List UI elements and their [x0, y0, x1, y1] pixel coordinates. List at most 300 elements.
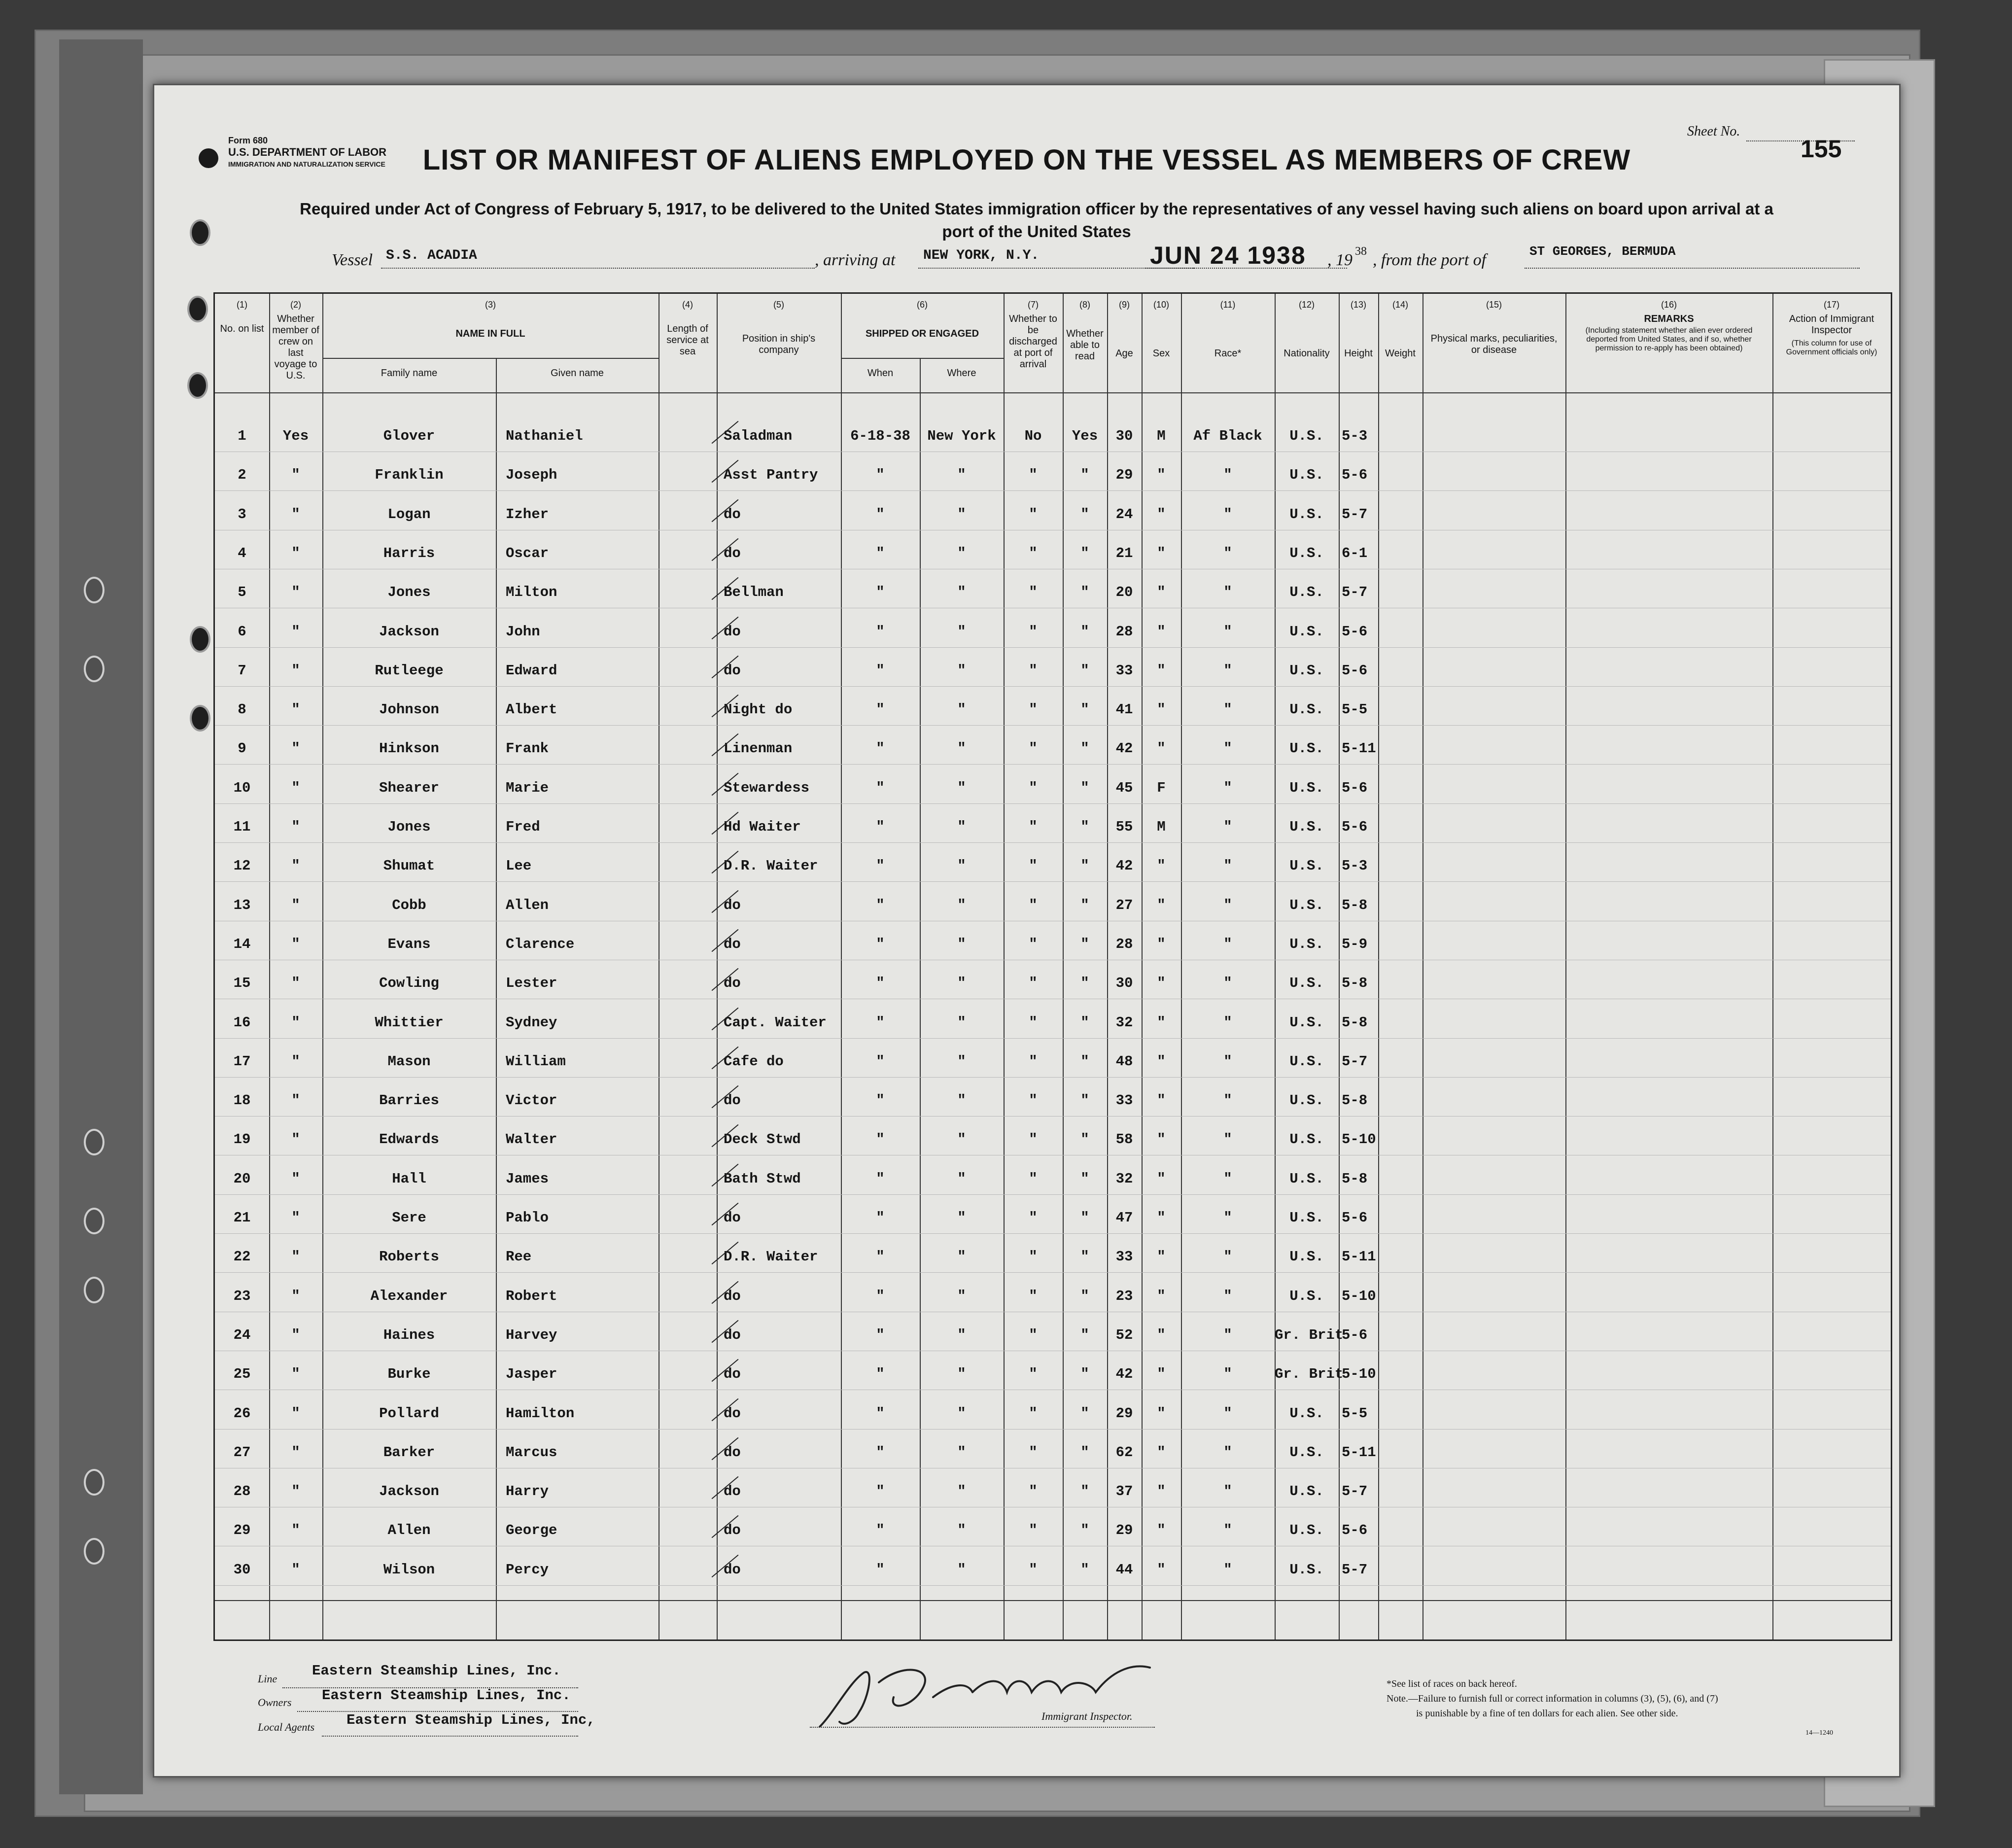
- table-row: [215, 1081, 1891, 1120]
- cell-where: ": [957, 1092, 966, 1109]
- cell-height: 5-7: [1342, 584, 1368, 601]
- table-row: [215, 1433, 1891, 1472]
- cell-height: 5-10: [1342, 1131, 1376, 1148]
- cell-race: ": [1223, 1561, 1232, 1578]
- cell-last: ": [291, 1014, 300, 1031]
- cell-race: ": [1223, 1405, 1232, 1422]
- agents-value: Eastern Steamship Lines, Inc,: [347, 1712, 595, 1728]
- cell-where: ": [957, 1405, 966, 1422]
- header-inspector-action: Action of Immigrant Inspector: [1789, 314, 1874, 336]
- cell-when: ": [876, 467, 885, 484]
- cell-where: ": [957, 545, 966, 561]
- cell-race: ": [1223, 740, 1232, 757]
- inspector-underline: [810, 1727, 1155, 1728]
- col-num: (17): [1823, 300, 1839, 310]
- cell-race: ": [1223, 1210, 1232, 1226]
- cell-sex: ": [1157, 545, 1166, 561]
- header-remarks-note: (Including statement whether alien ever ordered deported from United States, and if so, whether permission to re-apply has been obtained): [1585, 326, 1753, 352]
- cell-read: ": [1080, 1522, 1089, 1539]
- cell-family: Rutleege: [375, 662, 444, 679]
- table-row: [215, 1004, 1891, 1042]
- cell-no: 21: [233, 1210, 251, 1226]
- binder-hole-icon: [84, 1469, 104, 1496]
- header-position: Position in ship's company: [742, 333, 816, 355]
- cell-read: ": [1080, 1170, 1089, 1187]
- cell-disch: ": [1029, 1405, 1038, 1422]
- cell-disch: ": [1029, 1053, 1038, 1070]
- cell-no: 5: [238, 584, 246, 601]
- cell-last: ": [291, 819, 300, 835]
- cell-family: Jackson: [379, 623, 439, 640]
- cell-given: Harvey: [506, 1326, 557, 1343]
- cell-when: ": [876, 584, 885, 601]
- cell-no: 19: [233, 1131, 251, 1148]
- cell-height: 5-6: [1342, 662, 1368, 679]
- cell-sex: F: [1157, 779, 1166, 796]
- cell-nat: U.S.: [1289, 662, 1324, 679]
- cell-height: 5-6: [1342, 623, 1368, 640]
- row-rule: [215, 647, 1891, 648]
- cell-position: do: [724, 1444, 741, 1461]
- cell-position: Linenman: [724, 740, 793, 757]
- service-name: IMMIGRATION AND NATURALIZATION SERVICE: [228, 160, 385, 168]
- penalty-note-cont: is punishable by a fine of ten dollars for each alien. See other side.: [1416, 1708, 1678, 1719]
- cell-read: ": [1080, 1366, 1089, 1383]
- cell-age: 20: [1115, 584, 1133, 601]
- cell-read: ": [1080, 662, 1089, 679]
- cell-where: ": [957, 1014, 966, 1031]
- table-row: [215, 1199, 1891, 1237]
- cell-where: ": [957, 1561, 966, 1578]
- cell-position: do: [724, 662, 741, 679]
- cell-family: Harris: [383, 545, 435, 561]
- cell-sex: ": [1157, 467, 1166, 484]
- cell-when: ": [876, 1561, 885, 1578]
- cell-race: ": [1223, 1014, 1232, 1031]
- cell-last: ": [291, 467, 300, 484]
- cell-race: ": [1223, 1366, 1232, 1383]
- cell-where: ": [957, 1366, 966, 1383]
- owners-label: Owners: [258, 1696, 292, 1709]
- cell-race: ": [1223, 506, 1232, 523]
- cell-sex: ": [1157, 701, 1166, 718]
- cell-race: ": [1223, 701, 1232, 718]
- cell-where: ": [957, 584, 966, 601]
- cell-position: D.R. Waiter: [724, 858, 818, 874]
- binder-hole-icon: [187, 372, 208, 399]
- cell-given: Joseph: [506, 467, 557, 484]
- cell-sex: ": [1157, 1522, 1166, 1539]
- cell-given: William: [506, 1053, 566, 1070]
- cell-height: 5-6: [1342, 779, 1368, 796]
- cell-disch: ": [1029, 1366, 1038, 1383]
- table-row: [215, 495, 1891, 534]
- form-number: Form 680: [228, 136, 268, 145]
- cell-age: 29: [1115, 1522, 1133, 1539]
- cell-height: 6-1: [1342, 545, 1368, 561]
- cell-nat: U.S.: [1289, 740, 1324, 757]
- cell-when: ": [876, 936, 885, 952]
- date-stamp: JUN 24 1938: [1150, 242, 1306, 269]
- cell-sex: ": [1157, 975, 1166, 992]
- table-row: [215, 573, 1891, 612]
- cell-disch: ": [1029, 1249, 1038, 1265]
- cell-read: ": [1080, 1483, 1089, 1500]
- cell-when: ": [876, 623, 885, 640]
- cell-height: 5-6: [1342, 1326, 1368, 1343]
- cell-sex: ": [1157, 1483, 1166, 1500]
- cell-age: 30: [1115, 975, 1133, 992]
- cell-family: Franklin: [375, 467, 444, 484]
- cell-height: 5-7: [1342, 1053, 1368, 1070]
- col-num: (14): [1392, 300, 1408, 310]
- cell-nat: U.S.: [1289, 1170, 1324, 1187]
- cell-age: 27: [1115, 897, 1133, 913]
- cell-race: ": [1223, 1483, 1232, 1500]
- table-row: [215, 534, 1891, 573]
- cell-when: ": [876, 1483, 885, 1500]
- cell-where: ": [957, 1483, 966, 1500]
- row-rule: [215, 490, 1891, 491]
- year-label: , 19: [1327, 251, 1353, 269]
- cell-height: 5-8: [1342, 897, 1368, 913]
- cell-last: ": [291, 1522, 300, 1539]
- cell-height: 5-11: [1342, 1444, 1376, 1461]
- cell-nat: U.S.: [1289, 1405, 1324, 1422]
- sheet-number-label: Sheet No.: [1687, 124, 1740, 139]
- cell-last: ": [291, 975, 300, 992]
- cell-read: ": [1080, 897, 1089, 913]
- cell-when: ": [876, 858, 885, 874]
- cell-no: 11: [233, 819, 251, 835]
- cell-disch: ": [1029, 1092, 1038, 1109]
- row-rule: [215, 686, 1891, 687]
- cell-disch: ": [1029, 467, 1038, 484]
- cell-given: Nathaniel: [506, 428, 583, 444]
- cell-where: ": [957, 740, 966, 757]
- col-num: (3): [485, 300, 496, 310]
- row-rule: [215, 1272, 1891, 1273]
- cell-sex: M: [1157, 428, 1166, 444]
- cell-position: Bellman: [724, 584, 784, 601]
- cell-no: 14: [233, 936, 251, 952]
- cell-sex: ": [1157, 1053, 1166, 1070]
- cell-where: ": [957, 467, 966, 484]
- cell-when: ": [876, 1131, 885, 1148]
- cell-position: do: [724, 975, 741, 992]
- cell-where: ": [957, 1053, 966, 1070]
- cell-position: Night do: [724, 701, 793, 718]
- cell-where: ": [957, 1522, 966, 1539]
- cell-disch: ": [1029, 662, 1038, 679]
- cell-disch: ": [1029, 779, 1038, 796]
- cell-last: ": [291, 1326, 300, 1343]
- cell-given: Marie: [506, 779, 549, 796]
- cell-family: Jones: [387, 819, 431, 835]
- cell-read: ": [1080, 740, 1089, 757]
- cell-height: 5-9: [1342, 936, 1368, 952]
- cell-race: ": [1223, 1053, 1232, 1070]
- cell-nat: U.S.: [1289, 1561, 1324, 1578]
- cell-given: Frank: [506, 740, 549, 757]
- cell-last: ": [291, 1561, 300, 1578]
- cell-race: ": [1223, 467, 1232, 484]
- vessel-name: S.S. ACADIA: [386, 248, 477, 263]
- cell-given: Pablo: [506, 1210, 549, 1226]
- cell-age: 23: [1115, 1288, 1133, 1304]
- cell-given: John: [506, 623, 540, 640]
- table-row: [215, 769, 1891, 807]
- cell-when: ": [876, 1053, 885, 1070]
- cell-race: ": [1223, 662, 1232, 679]
- agents-underline: [322, 1736, 578, 1737]
- cell-given: Oscar: [506, 545, 549, 561]
- cell-position: do: [724, 1326, 741, 1343]
- cell-where: ": [957, 1210, 966, 1226]
- cell-given: Ree: [506, 1249, 532, 1265]
- cell-position: do: [724, 623, 741, 640]
- cell-race: ": [1223, 819, 1232, 835]
- cell-height: 5-6: [1342, 1210, 1368, 1226]
- cell-read: ": [1080, 936, 1089, 952]
- row-rule: [215, 1585, 1891, 1586]
- cell-position: do: [724, 1405, 741, 1422]
- cell-nat: U.S.: [1289, 584, 1324, 601]
- cell-nat: U.S.: [1289, 545, 1324, 561]
- cell-given: James: [506, 1170, 549, 1187]
- cell-height: 5-3: [1342, 858, 1368, 874]
- cell-given: Lee: [506, 858, 532, 874]
- cell-age: 32: [1115, 1014, 1133, 1031]
- cell-sex: ": [1157, 1170, 1166, 1187]
- form-code: 14—1240: [1805, 1729, 1833, 1737]
- cell-age: 24: [1115, 506, 1133, 523]
- cell-sex: ": [1157, 897, 1166, 913]
- cell-no: 9: [238, 740, 246, 757]
- cell-when: ": [876, 1405, 885, 1422]
- year-value: 38: [1355, 245, 1367, 258]
- cell-nat: U.S.: [1289, 1522, 1324, 1539]
- cell-race: ": [1223, 1131, 1232, 1148]
- cell-family: Jackson: [379, 1483, 439, 1500]
- cell-no: 26: [233, 1405, 251, 1422]
- cell-read: ": [1080, 1561, 1089, 1578]
- cell-disch: ": [1029, 740, 1038, 757]
- cell-sex: ": [1157, 1366, 1166, 1383]
- cell-nat: U.S.: [1289, 819, 1324, 835]
- cell-position: Deck Stwd: [724, 1131, 801, 1148]
- header-when: When: [867, 368, 894, 379]
- cell-read: ": [1080, 779, 1089, 796]
- cell-sex: ": [1157, 1405, 1166, 1422]
- page-title: LIST OR MANIFEST OF ALIENS EMPLOYED ON THE VESSEL AS MEMBERS OF CREW: [422, 144, 1631, 176]
- col-num: (5): [773, 300, 784, 310]
- cell-height: 5-5: [1342, 701, 1368, 718]
- cell-disch: ": [1029, 1522, 1038, 1539]
- binder-hole-icon: [190, 705, 210, 732]
- arrival-port: NEW YORK, N.Y.: [923, 248, 1040, 263]
- cell-disch: ": [1029, 623, 1038, 640]
- cell-height: 5-7: [1342, 1561, 1368, 1578]
- crew-table: [213, 292, 1892, 1641]
- cell-family: Wilson: [383, 1561, 435, 1578]
- header-no-on-list: No. on list: [220, 323, 264, 334]
- cell-disch: ": [1029, 936, 1038, 952]
- cell-given: Robert: [506, 1288, 557, 1304]
- cell-where: ": [957, 506, 966, 523]
- cell-when: 6-18-38: [850, 428, 910, 444]
- header-weight: Weight: [1385, 348, 1416, 359]
- cell-no: 24: [233, 1326, 251, 1343]
- races-note: *See list of races on back hereof.: [1387, 1678, 1517, 1689]
- table-row: [215, 1316, 1891, 1355]
- owners-value: Eastern Steamship Lines, Inc.: [322, 1687, 571, 1704]
- cell-age: 42: [1115, 1366, 1133, 1383]
- cell-read: ": [1080, 1326, 1089, 1343]
- cell-no: 10: [233, 779, 251, 796]
- binder-hole-icon: [187, 296, 208, 322]
- cell-age: 47: [1115, 1210, 1133, 1226]
- cell-nat: U.S.: [1289, 1444, 1324, 1461]
- col-num: (7): [1028, 300, 1039, 310]
- cell-nat: U.S.: [1289, 701, 1324, 718]
- col-num: (12): [1298, 300, 1315, 310]
- cell-position: Capt. Waiter: [724, 1014, 827, 1031]
- cell-age: 44: [1115, 1561, 1133, 1578]
- cell-nat: U.S.: [1289, 1131, 1324, 1148]
- cell-family: Haines: [383, 1326, 435, 1343]
- cell-no: 23: [233, 1288, 251, 1304]
- row-rule: [215, 1038, 1891, 1039]
- cell-family: Edwards: [379, 1131, 439, 1148]
- col-num: (8): [1079, 300, 1090, 310]
- cell-race: ": [1223, 1170, 1232, 1187]
- cell-position: do: [724, 1483, 741, 1500]
- table-row: [215, 1511, 1891, 1550]
- cell-age: 45: [1115, 779, 1133, 796]
- cell-race: ": [1223, 584, 1232, 601]
- table-row: [215, 652, 1891, 690]
- cell-family: Sere: [392, 1210, 426, 1226]
- table-row: [215, 1395, 1891, 1433]
- cell-nat: U.S.: [1289, 858, 1324, 874]
- cell-age: 48: [1115, 1053, 1133, 1070]
- cell-age: 41: [1115, 701, 1133, 718]
- cell-when: ": [876, 897, 885, 913]
- cell-when: ": [876, 1522, 885, 1539]
- cell-no: 27: [233, 1444, 251, 1461]
- cell-family: Evans: [387, 936, 431, 952]
- cell-last: ": [291, 1210, 300, 1226]
- cell-no: 15: [233, 975, 251, 992]
- cell-family: Whittier: [375, 1014, 444, 1031]
- cell-when: ": [876, 975, 885, 992]
- cell-last: ": [291, 740, 300, 757]
- cell-last: ": [291, 1131, 300, 1148]
- cell-no: 3: [238, 506, 246, 523]
- cell-family: Glover: [383, 428, 435, 444]
- from-label: , from the port of: [1373, 251, 1487, 269]
- date-underline: [1145, 248, 1347, 269]
- cell-no: 28: [233, 1483, 251, 1500]
- cell-family: Mason: [387, 1053, 431, 1070]
- cell-disch: ": [1029, 1561, 1038, 1578]
- cell-family: Barker: [383, 1444, 435, 1461]
- cell-last: ": [291, 545, 300, 561]
- cell-read: ": [1080, 545, 1089, 561]
- cell-where: ": [957, 662, 966, 679]
- cell-read: ": [1080, 1053, 1089, 1070]
- cell-given: Fred: [506, 819, 540, 835]
- cell-sex: ": [1157, 623, 1166, 640]
- cell-disch: ": [1029, 1288, 1038, 1304]
- cell-read: ": [1080, 1131, 1089, 1148]
- cell-nat: U.S.: [1289, 623, 1324, 640]
- cell-sex: ": [1157, 1326, 1166, 1343]
- cell-height: 5-3: [1342, 428, 1368, 444]
- cell-no: 30: [233, 1561, 251, 1578]
- table-row: [215, 1277, 1891, 1316]
- cell-nat: U.S.: [1289, 936, 1324, 952]
- cell-family: Alexander: [370, 1288, 448, 1304]
- cell-disch: ": [1029, 897, 1038, 913]
- cell-race: Af Black: [1193, 428, 1262, 444]
- cell-race: ": [1223, 1326, 1232, 1343]
- cell-disch: ": [1029, 1014, 1038, 1031]
- cell-no: 13: [233, 897, 251, 913]
- header-name-in-full: NAME IN FULL: [455, 328, 525, 339]
- cell-family: Barries: [379, 1092, 439, 1109]
- cell-position: Hd Waiter: [724, 819, 801, 835]
- header-remarks: REMARKS: [1644, 314, 1694, 324]
- cell-age: 30: [1115, 428, 1133, 444]
- col-num: (10): [1153, 300, 1169, 310]
- cell-age: 55: [1115, 819, 1133, 835]
- cell-sex: ": [1157, 1444, 1166, 1461]
- cell-read: ": [1080, 858, 1089, 874]
- col-num: (13): [1350, 300, 1366, 310]
- binder-hole-icon: [84, 1129, 104, 1155]
- cell-race: ": [1223, 1092, 1232, 1109]
- cell-where: ": [957, 975, 966, 992]
- cell-last: ": [291, 701, 300, 718]
- subtitle-line: Required under Act of Congress of February 5, 1917, to be delivered to the United States immigration officer by the representatives of any vessel having such aliens on board upon arrival at a: [300, 200, 1773, 218]
- cell-last: Yes: [282, 428, 309, 444]
- cell-read: ": [1080, 584, 1089, 601]
- header-physical-marks: Physical marks, peculiarities, or disease: [1430, 333, 1558, 355]
- row-rule: [215, 1429, 1891, 1430]
- table-row: [215, 964, 1891, 1003]
- cell-nat: U.S.: [1289, 975, 1324, 992]
- header-age: Age: [1115, 348, 1133, 359]
- inspector-label: Immigrant Inspector.: [1041, 1710, 1133, 1722]
- col-num: (9): [1119, 300, 1130, 310]
- cell-disch: ": [1029, 506, 1038, 523]
- cell-last: ": [291, 1288, 300, 1304]
- binder-hole-icon: [84, 577, 104, 603]
- cell-family: Burke: [387, 1366, 431, 1383]
- table-row: [215, 1551, 1891, 1589]
- cell-position: do: [724, 1210, 741, 1226]
- cell-when: ": [876, 740, 885, 757]
- cell-last: ": [291, 506, 300, 523]
- cell-height: 5-8: [1342, 1170, 1368, 1187]
- cell-sex: ": [1157, 662, 1166, 679]
- cell-race: ": [1223, 936, 1232, 952]
- header-family-name: Family name: [381, 368, 438, 379]
- cell-age: 33: [1115, 1249, 1133, 1265]
- cell-read: ": [1080, 1288, 1089, 1304]
